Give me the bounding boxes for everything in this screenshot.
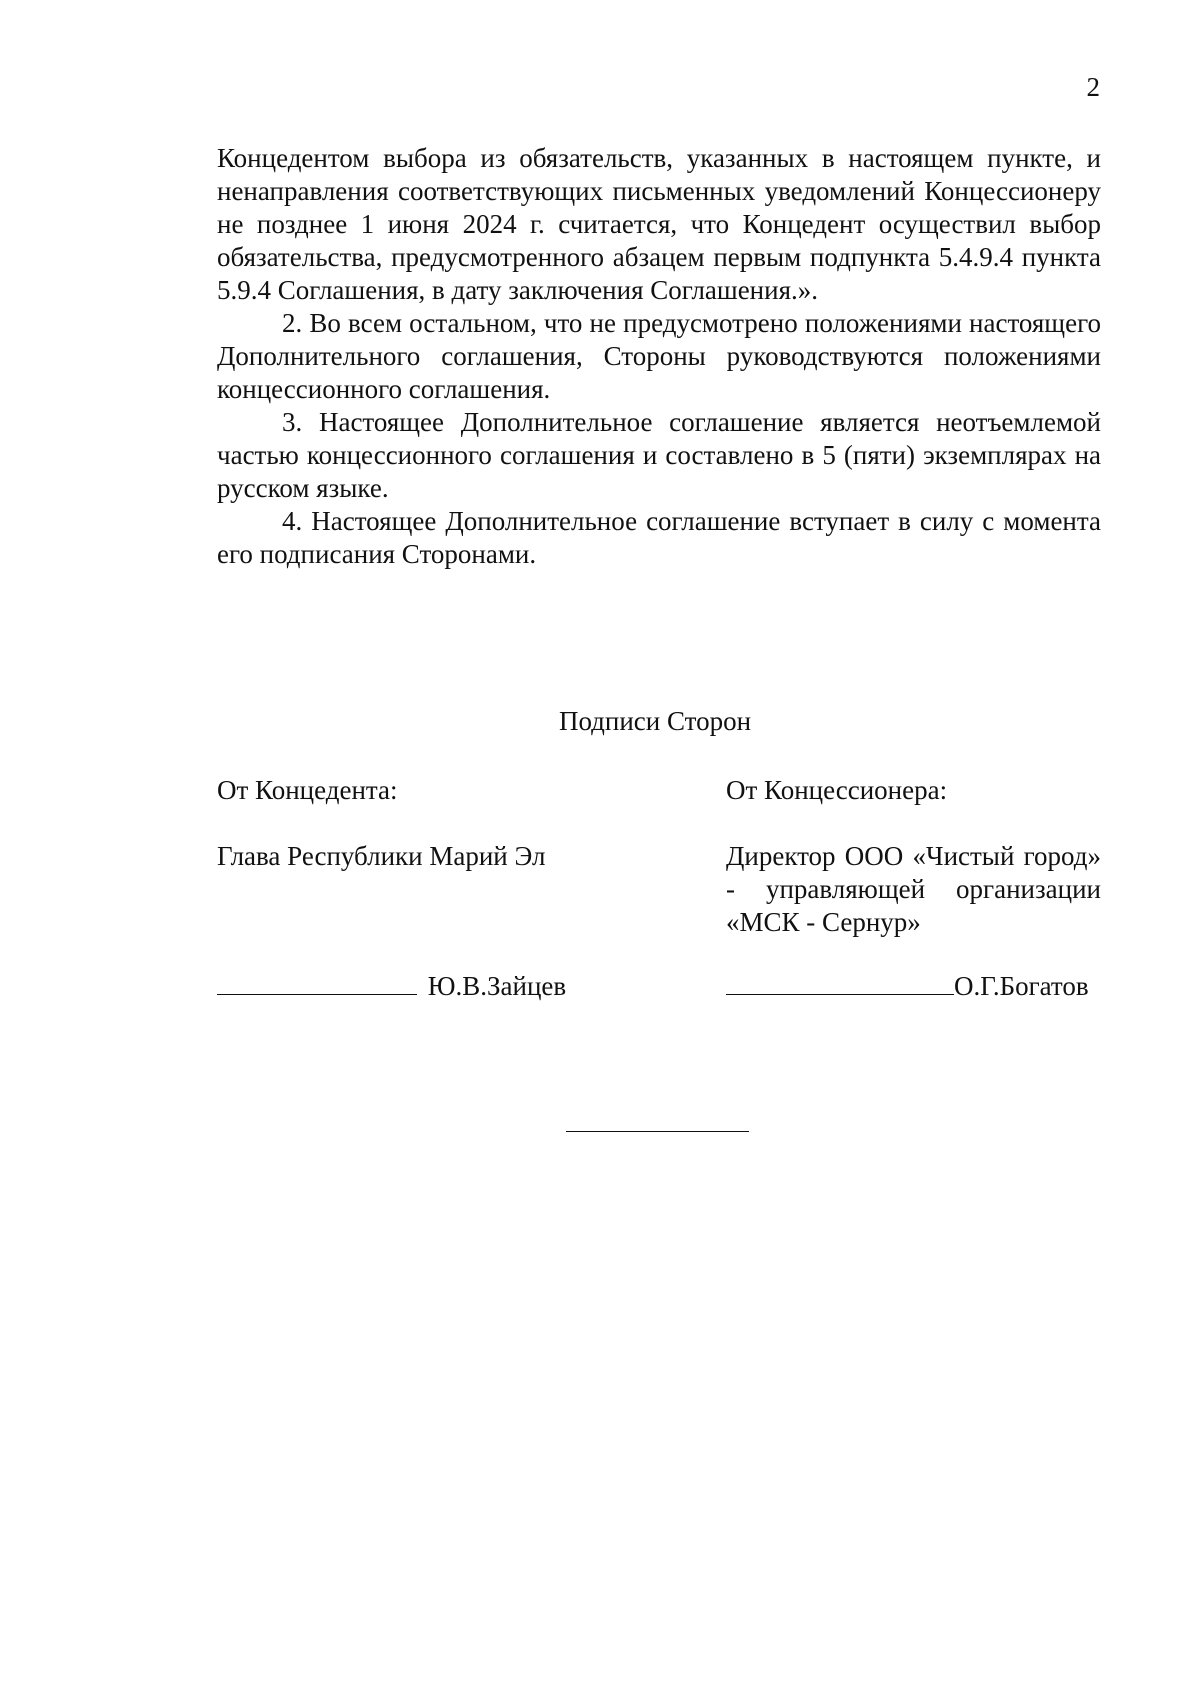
concessionaire-name: О.Г.Богатов [954, 971, 1089, 1001]
signature-blank [217, 970, 417, 995]
grantor-name: Ю.В.Зайцев [427, 971, 567, 1001]
grantor-signature-line [217, 970, 647, 1003]
paragraph-continuation: Концедентом выбора из обязательств, указанных в настоящем пункте, и ненаправления соответствующих письменных уведомлений Концессионеру не позднее 1 июня 2024 г. считается, что Концедент осуществил выбор обязательства, предусмотренного абзацем первым подпункта 5.4.9.4 пункта 5.9.4 Соглашения, в дату заключения Соглашения.». [217, 143, 1101, 305]
concessionaire-signature-line [726, 970, 1101, 1003]
signature-blank [726, 970, 954, 995]
end-of-document-rule [566, 1131, 749, 1132]
grantor-label: От Концедента: [217, 775, 398, 805]
paragraph-item-2: 2. Во всем остальном, что не предусмотрено положениями настоящего Дополнительного соглашения, Стороны руководствуются положениями концессионного соглашения. [217, 308, 1101, 404]
signatures-heading: Подписи Сторон [558, 706, 752, 736]
page-number: 2 [1086, 72, 1100, 102]
paragraph-item-3: 3. Настоящее Дополнительное соглашение является неотъемлемой частью концессионного соглашения и составлено в 5 (пяти) экземплярах на русском языке. [217, 407, 1101, 503]
agreement-body [217, 142, 1101, 571]
concessionaire-position: Директор ООО «Чистый город» - управляющей организации «МСК - Сернур» [726, 841, 1101, 937]
concessionaire-label: От Концессионера: [726, 775, 948, 805]
grantor-position: Глава Республики Марий Эл [217, 841, 546, 871]
paragraph-item-4: 4. Настоящее Дополнительное соглашение вступает в силу с момента его подписания Сторонами. [217, 506, 1101, 569]
